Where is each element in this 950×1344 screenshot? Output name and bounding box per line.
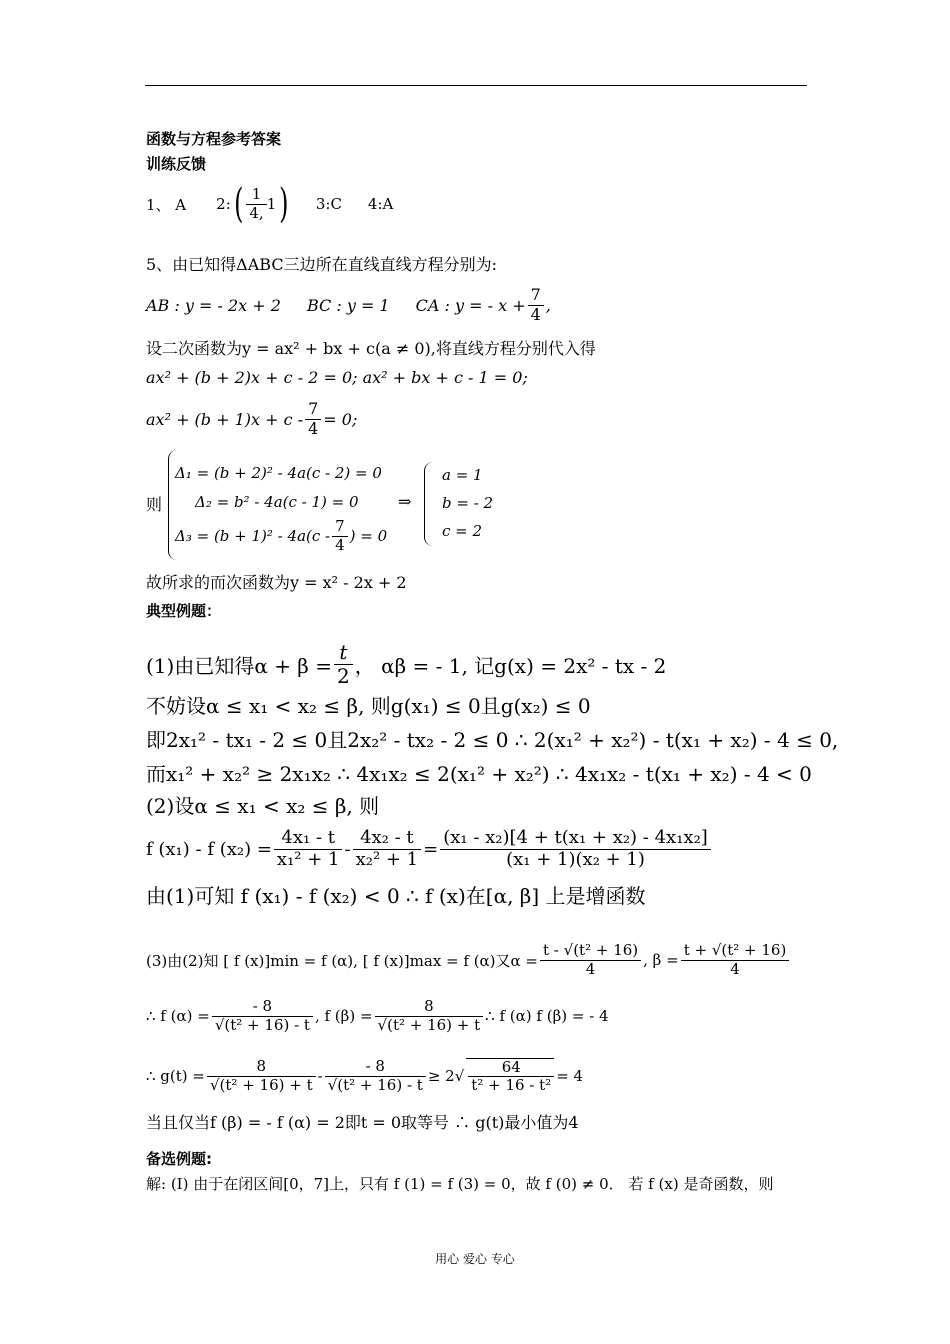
fraction-num: 64 [468,1059,554,1077]
fraction-den: 4 [308,418,319,438]
line-ab: AB : y = - 2x + 2 [146,295,281,315]
fraction-den: (x₁ + 1)(x₂ + 1) [506,848,645,870]
ex-line6 [146,822,713,876]
fraction-num: t - √(t² + 16) [540,942,641,960]
ex-line6-frac3 [440,828,711,870]
section-heading-feedback: 训练反馈 [146,155,207,173]
fraction-den: t² + 16 - t² [471,1076,552,1094]
result-c: c = 2 [442,522,483,540]
fraction-den: √(t² + 16) + t [377,1015,481,1034]
implies-arrow: ⇒ [398,492,412,511]
q5-conclusion: 故所求的而次函数为y = x² - 2x + 2 [146,573,407,592]
doc-title: 函数与方程参考答案 [146,130,282,148]
ex-line9-frac2 [375,998,484,1034]
fraction-num: t + √(t² + 16) [681,942,790,960]
ex-line10-minus: - [317,1067,323,1085]
then-label: 则 [146,495,163,514]
ex-line10-frac1 [207,1058,316,1094]
ex-line3: 即2x₁² - tx₁ - 2 ≤ 0且2x₂² - tx₂ - 2 ≤ 0 ∴ 2(x₁² + x₂²) - t(x₁ + x₂) - 4 ≤ 0, [146,728,839,752]
ex-line6-frac1 [274,828,343,870]
ex-line6-eq: = [423,838,439,860]
ex-line8-a: (3)由(2)知 [ f (x)]min = f (α), [ f (x)]max = f (α)又α = [146,951,538,970]
q5-line5-fraction [305,400,321,438]
ex-line9-frac1 [212,998,313,1034]
ex-line1 [146,640,666,688]
left-paren: ( [233,181,244,227]
section-heading-examples: 典型例题： [146,602,222,620]
ex-line11: 当且仅当f (β) = - f (α) = 2即t = 0取等号 ∴ g(t)最小值为4 [146,1113,579,1132]
ex-line8-frac2 [681,942,790,978]
right-paren: ) [279,181,289,227]
ex-line9 [146,990,609,1042]
fraction-num: 4x₁ - t [274,828,343,850]
ex-line10 [146,1048,583,1104]
answer-2-right: 1 [266,195,277,213]
section-heading-optional: 备选例题: [146,1150,212,1168]
fraction-den: 4 [730,959,740,978]
ex-line6-a: f (x₁) - f (x₂) = [146,838,272,860]
answer-2-prefix: 2: [216,195,231,213]
result-brace [424,462,433,546]
line-ca: CA : y = - x + [415,295,526,315]
line-bc: BC : y = 1 [306,295,390,315]
fraction-num: 7 [305,400,321,419]
fraction-den: x₁² + 1 [276,848,340,870]
page-footer: 用心 爱心 专心 [435,1252,515,1266]
ex-line1-b: ， αβ = - 1, 记g(x) = 2x² - tx - 2 [354,653,667,678]
answers-line [146,181,394,227]
ex-line9-tail: ∴ f (α) f (β) = - 4 [485,1007,609,1025]
ex-line10-frac2 [325,1058,426,1094]
ex-line10-tail: = 4 [556,1067,584,1085]
ex-line2: 不妨设α ≤ x₁ < x₂ ≤ β, 则g(x₁) ≤ 0且g(x₂) ≤ 0 [146,694,591,718]
fraction-den: 4 [530,304,541,324]
q5-line5-a: ax² + (b + 1)x + c - [146,409,304,429]
fraction-num: - 8 [325,1058,426,1076]
ex-line10-a: ∴ g(t) = [146,1067,205,1085]
system-eq-3-fraction [332,518,348,554]
fraction-num: (x₁ - x₂)[4 + t(x₁ + x₂) - 4x₁x₂] [440,828,711,850]
ex-line9-mid: , f (β) = [314,1007,373,1025]
answer-2-fraction [246,186,266,222]
fraction-num: 7 [332,518,348,536]
fraction-num: 8 [375,998,484,1016]
ex-line10-frac3 [466,1058,554,1095]
answer-4: 4:A [367,195,394,213]
fraction-num: 7 [528,286,544,305]
q5-line4: ax² + (b + 2)x + c - 2 = 0; ax² + bx + c - 1 = 0; [146,368,528,387]
fraction-num: 8 [207,1058,316,1076]
system-eq-3 [175,514,387,558]
q5-line3: 设二次函数为y = ax² + bx + c(a ≠ 0),将直线方程分别代入得 [146,339,596,358]
ex-line1-fraction [334,641,353,688]
ex-line8 [146,934,791,986]
line-ca-fraction [528,286,544,324]
ex-line8-frac1 [540,942,641,978]
q5-line2 [146,284,551,326]
answer-2-num: 1 [246,186,266,204]
last-line: 解: (I) 由于在闭区间[0，7]上，只有 f (1) = f (3) = 0，故 f (0) ≠ 0． 若 f (x) 是奇函数，则 [146,1175,774,1193]
answer-3: 3:C [315,195,342,213]
ex-line4: 而x₁² + x₂² ≥ 2x₁x₂ ∴ 4x₁x₂ ≤ 2(x₁² + x₂²) ∴ 4x₁x₂ - t(x₁ + x₂) - 4 < 0 [146,762,812,786]
ex-line8-mid: , β = [643,951,679,969]
system-eq-1: Δ₁ = (b + 2)² - 4a(c - 2) = 0 [175,464,382,482]
q5-line1: 5、由已知得ΔABC三边所在直线直线方程分别为: [146,255,497,274]
fraction-den: √(t² + 16) + t [209,1075,313,1094]
ex-line7: 由(1)可知 f (x₁) - f (x₂) < 0 ∴ f (x)在[α, β] 上是增函数 [146,884,646,908]
ex-line10-ge: ≥ 2√ [427,1067,465,1085]
fraction-num: 4x₂ - t [353,828,422,850]
fraction-den: x₂² + 1 [355,848,419,870]
system-eq-2: Δ₂ = b² - 4a(c - 1) = 0 [195,493,359,511]
fraction-den: √(t² + 16) - t [327,1075,423,1094]
result-a: a = 1 [442,466,483,484]
result-b: b = - 2 [442,494,494,512]
answer-1: 1、 A [146,195,187,214]
fraction-den: √(t² + 16) - t [214,1015,310,1034]
ex-line5: (2)设α ≤ x₁ < x₂ ≤ β, 则 [146,794,380,818]
ex-line6-frac2 [353,828,422,870]
fraction-den: 2 [337,663,350,688]
fraction-num: t [334,641,353,665]
system-eq-3-b: ) = 0 [349,527,388,545]
fraction-den: 4 [585,959,596,978]
system-eq-3-a: Δ₃ = (b + 1)² - 4a(c - [175,527,331,545]
ex-line1-a: (1)由已知得α + β = [146,653,332,678]
answer-2-den: 4, [249,203,264,222]
q5-line5 [146,398,357,440]
fraction-num: - 8 [212,998,313,1016]
line-ca-tail: , [545,295,551,315]
header-rule [145,85,807,86]
q5-line5-b: = 0; [323,409,358,429]
ex-line9-a: ∴ f (α) = [146,1007,210,1025]
fraction-den: 4 [335,535,345,554]
ex-line6-minus: - [344,838,351,860]
